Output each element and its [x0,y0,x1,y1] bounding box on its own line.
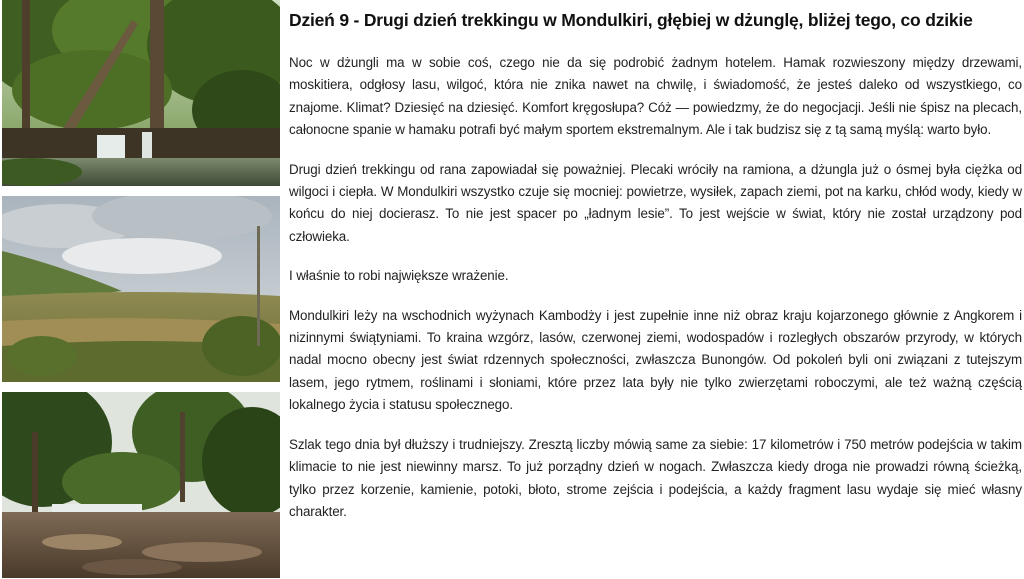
article-paragraph: Noc w dżungli ma w sobie coś, czego nie da się podrobić żadnym hotelem. Hamak rozwieszony między drzewami, moskitiera, odgłosy lasu, wilgoć, która nie znika nawet na chwilę, i świadomość, że jesteś daleko od wszystkiego, co znajome. Klimat? Dziesięć na dziesięć. Komfort kręgosłupa? Cóż — powiedzmy, że do negocjacji. Jeśli nie śpisz na plecach, całonocne spanie w hamaku potrafi być małym sportem ekstremalnym. Ale i tak budzisz się z tą samą myślą: warto było. [289,55,1022,138]
river-forest-photo [2,392,280,578]
article [289,8,1022,574]
grassland-hills-photo [2,196,280,382]
article-paragraph: Drugi dzień trekkingu od rana zapowiadał się poważniej. Plecaki wróciły na ramiona, a dżungla już o ósmej była ciężka od wilgoci i ciepła. W Mondulkiri wszystko czuje się mocniej: powietrze, wysiłek, zapach ziemi, pot na karku, chłód wody, kiedy w końcu do niej docierasz. To nie jest spacer po „ładnym lesie”. To jest wejście w świat, który nie został urządzony pod człowieka. [289,161,1022,244]
jungle-waterfall-photo [2,0,280,186]
photo-column [0,0,281,579]
article-paragraph: I właśnie to robi największe wrażenie. [289,268,509,284]
article-title: Dzień 9 - Drugi dzień trekkingu w Mondulkiri, głębiej w dżunglę, bliżej tego, co dzikie [289,10,973,30]
article-paragraph: Mondulkiri leży na wschodnich wyżynach Kambodży i jest zupełnie inne niż obraz kraju kojarzonego głównie z Angkorem i nizinnymi świątyniami. To kraina wzgórz, lasów, czerwonej ziemi, wodospadów i rozległych obszarów przyrody, w których nadal mocno obecny jest świat rdzennych społeczności, zwłaszcza Bunongów. Od pokoleń byli oni związani z tutejszym lasem, jego rytmem, roślinami i słoniami, które przez lata były nie tylko zwierzętami roboczymi, ale też ważną częścią lokalnego życia i statusu społecznego. [289,307,1022,413]
article-paragraph: Szlak tego dnia był dłuższy i trudniejszy. Zresztą liczby mówią same za siebie: 17 kilometrów i 750 metrów podejścia w takim klimacie to nie jest niewinny marsz. To już porządny dzień w nogach. Zwłaszcza kiedy droga nie prowadzi równą ścieżką, tylko przez korzenie, kamienie, potoki, błoto, strome zejścia i podejścia, a każdy fragment lasu wydaje się mieć własny charakter. [289,436,1022,519]
